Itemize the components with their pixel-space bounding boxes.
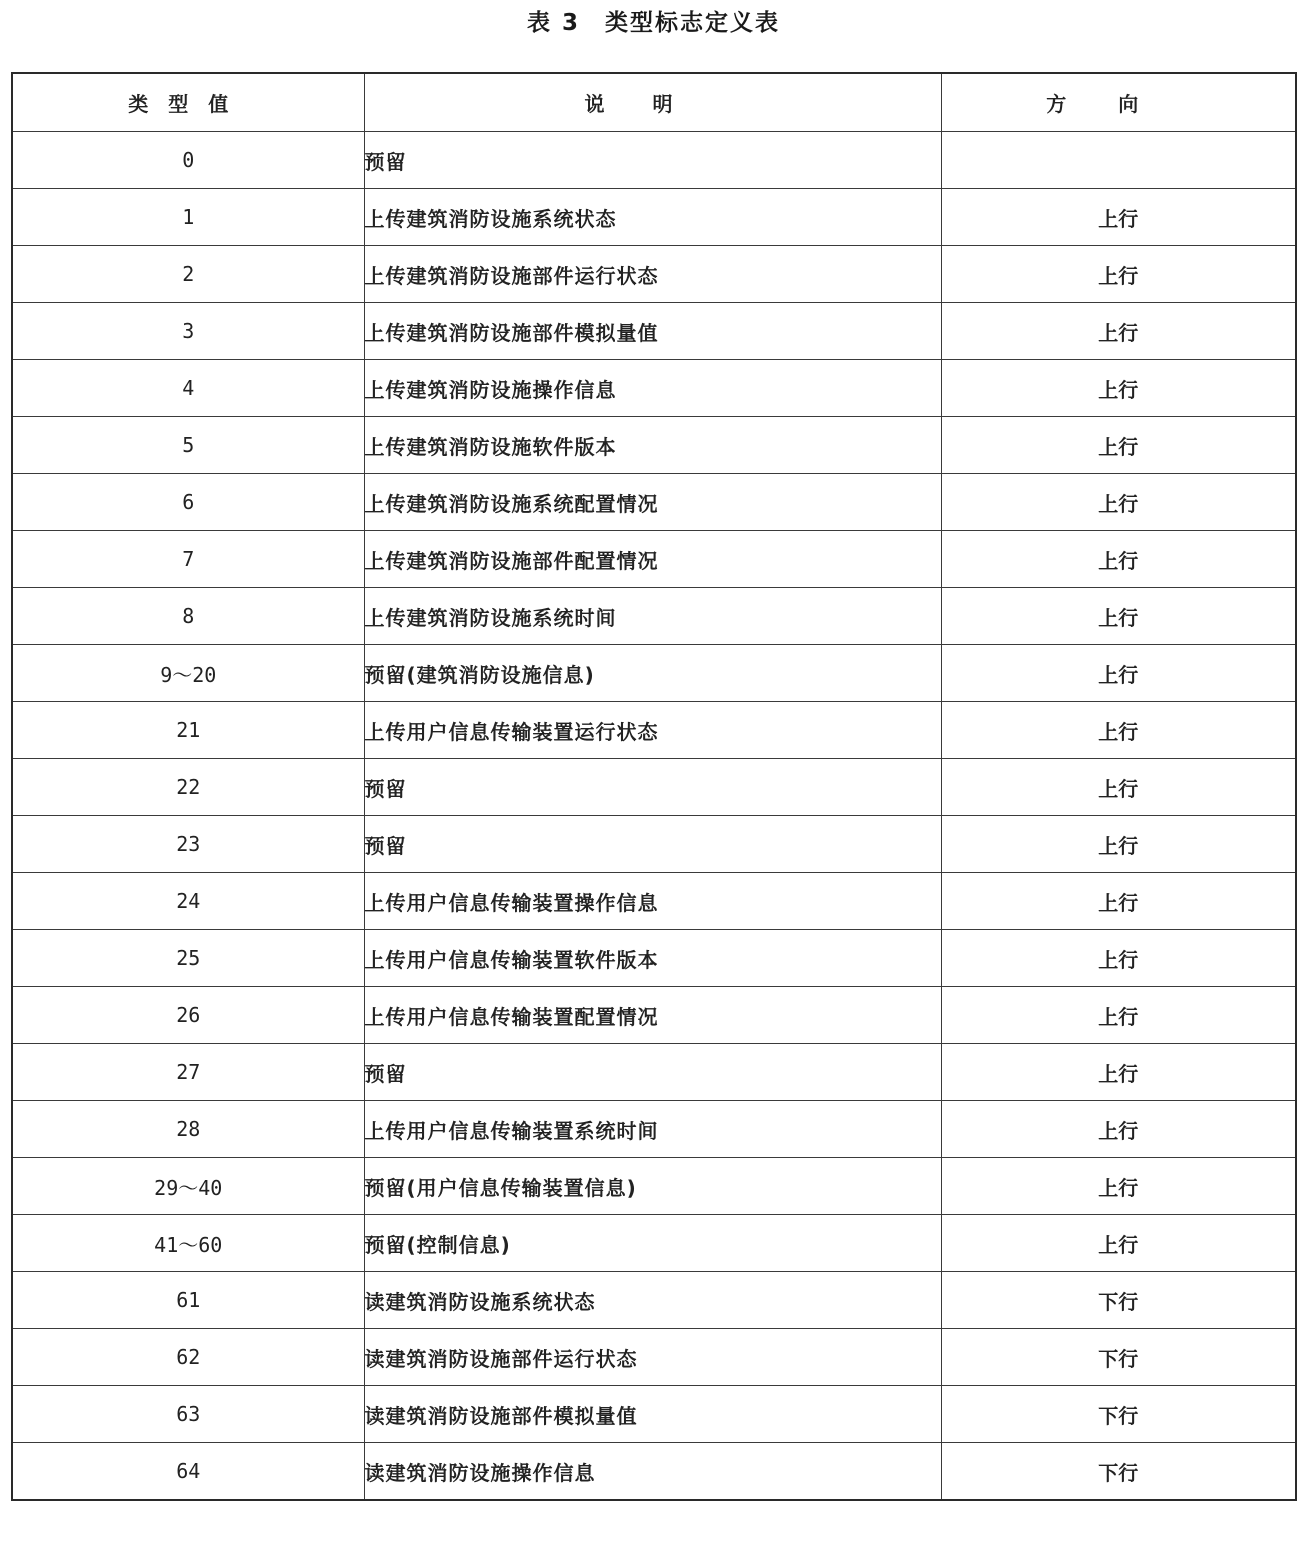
- table-row: [12, 1329, 1296, 1386]
- direction-cell: 上行: [941, 360, 1296, 417]
- type-value-cell: 63: [12, 1386, 364, 1443]
- direction-cell: 上行: [941, 1044, 1296, 1101]
- type-value-cell: 28: [12, 1101, 364, 1158]
- type-value-cell: 3: [12, 303, 364, 360]
- type-value-cell: 24: [12, 873, 364, 930]
- type-value-cell: 23: [12, 816, 364, 873]
- description-cell: 上传建筑消防设施部件运行状态: [364, 246, 941, 303]
- table-row: [12, 930, 1296, 987]
- header-type-value: 类型值: [12, 73, 364, 132]
- direction-cell: 上行: [941, 645, 1296, 702]
- table-row: [12, 1101, 1296, 1158]
- type-value-cell: 64: [12, 1443, 364, 1501]
- description-cell: 读建筑消防设施部件运行状态: [364, 1329, 941, 1386]
- table-row: [12, 702, 1296, 759]
- direction-cell: 上行: [941, 873, 1296, 930]
- table-row: [12, 1158, 1296, 1215]
- table-row: [12, 303, 1296, 360]
- table-row: [12, 189, 1296, 246]
- description-cell: 预留: [364, 1044, 941, 1101]
- direction-cell: 上行: [941, 474, 1296, 531]
- table-row: [12, 1272, 1296, 1329]
- description-cell: 上传建筑消防设施系统配置情况: [364, 474, 941, 531]
- table-row: [12, 360, 1296, 417]
- description-cell: 预留: [364, 816, 941, 873]
- direction-cell: 上行: [941, 987, 1296, 1044]
- type-value-cell: 1: [12, 189, 364, 246]
- direction-cell: 上行: [941, 303, 1296, 360]
- type-value-cell: 22: [12, 759, 364, 816]
- type-value-cell: 6: [12, 474, 364, 531]
- direction-cell: 下行: [941, 1386, 1296, 1443]
- type-value-cell: 9～20: [12, 645, 364, 702]
- table-row: [12, 531, 1296, 588]
- table-row: [12, 816, 1296, 873]
- direction-cell: 上行: [941, 189, 1296, 246]
- direction-cell: 下行: [941, 1443, 1296, 1501]
- description-cell: 上传用户信息传输装置系统时间: [364, 1101, 941, 1158]
- description-cell: 预留(用户信息传输装置信息): [364, 1158, 941, 1215]
- description-cell: 预留(控制信息): [364, 1215, 941, 1272]
- direction-cell: 上行: [941, 1101, 1296, 1158]
- direction-cell: 上行: [941, 1215, 1296, 1272]
- table-row: [12, 132, 1296, 189]
- type-value-cell: 0: [12, 132, 364, 189]
- table-row: [12, 1443, 1296, 1501]
- description-cell: 上传建筑消防设施系统时间: [364, 588, 941, 645]
- header-description: 说明: [364, 73, 941, 132]
- direction-cell: 上行: [941, 531, 1296, 588]
- type-value-cell: 25: [12, 930, 364, 987]
- direction-cell: 下行: [941, 1329, 1296, 1386]
- type-value-cell: 5: [12, 417, 364, 474]
- description-cell: 上传用户信息传输装置软件版本: [364, 930, 941, 987]
- description-cell: 上传建筑消防设施软件版本: [364, 417, 941, 474]
- table-body: [12, 132, 1296, 1501]
- direction-cell: 上行: [941, 930, 1296, 987]
- type-value-cell: 7: [12, 531, 364, 588]
- type-value-cell: 27: [12, 1044, 364, 1101]
- description-cell: 读建筑消防设施操作信息: [364, 1443, 941, 1501]
- header-row: [12, 73, 1296, 132]
- direction-cell: 上行: [941, 1158, 1296, 1215]
- table-row: [12, 588, 1296, 645]
- type-value-cell: 2: [12, 246, 364, 303]
- description-cell: 预留: [364, 759, 941, 816]
- direction-cell: 下行: [941, 1272, 1296, 1329]
- table-row: [12, 759, 1296, 816]
- description-cell: 上传建筑消防设施系统状态: [364, 189, 941, 246]
- table-title: 表 3 类型标志定义表: [526, 10, 780, 36]
- table-row: [12, 1386, 1296, 1443]
- table-row: [12, 873, 1296, 930]
- type-value-cell: 62: [12, 1329, 364, 1386]
- direction-cell: 上行: [941, 417, 1296, 474]
- type-value-cell: 8: [12, 588, 364, 645]
- type-value-cell: 4: [12, 360, 364, 417]
- table-row: [12, 246, 1296, 303]
- description-cell: 预留(建筑消防设施信息): [364, 645, 941, 702]
- type-value-cell: 61: [12, 1272, 364, 1329]
- type-value-cell: 41～60: [12, 1215, 364, 1272]
- table-row: [12, 987, 1296, 1044]
- header-direction: 方向: [941, 73, 1296, 132]
- direction-cell: 上行: [941, 588, 1296, 645]
- table-row: [12, 1215, 1296, 1272]
- table-row: [12, 645, 1296, 702]
- table-row: [12, 474, 1296, 531]
- direction-cell: 上行: [941, 246, 1296, 303]
- description-cell: 上传建筑消防设施操作信息: [364, 360, 941, 417]
- direction-cell: 上行: [941, 816, 1296, 873]
- type-value-cell: 29～40: [12, 1158, 364, 1215]
- description-cell: 上传用户信息传输装置配置情况: [364, 987, 941, 1044]
- description-cell: 上传建筑消防设施部件模拟量值: [364, 303, 941, 360]
- description-cell: 预留: [364, 132, 941, 189]
- type-value-cell: 26: [12, 987, 364, 1044]
- type-flag-definition-table: [11, 72, 1297, 1501]
- description-cell: 读建筑消防设施系统状态: [364, 1272, 941, 1329]
- direction-cell: [941, 132, 1296, 189]
- description-cell: 读建筑消防设施部件模拟量值: [364, 1386, 941, 1443]
- description-cell: 上传建筑消防设施部件配置情况: [364, 531, 941, 588]
- direction-cell: 上行: [941, 759, 1296, 816]
- description-cell: 上传用户信息传输装置操作信息: [364, 873, 941, 930]
- table-row: [12, 417, 1296, 474]
- table-row: [12, 1044, 1296, 1101]
- type-value-cell: 21: [12, 702, 364, 759]
- direction-cell: 上行: [941, 702, 1296, 759]
- description-cell: 上传用户信息传输装置运行状态: [364, 702, 941, 759]
